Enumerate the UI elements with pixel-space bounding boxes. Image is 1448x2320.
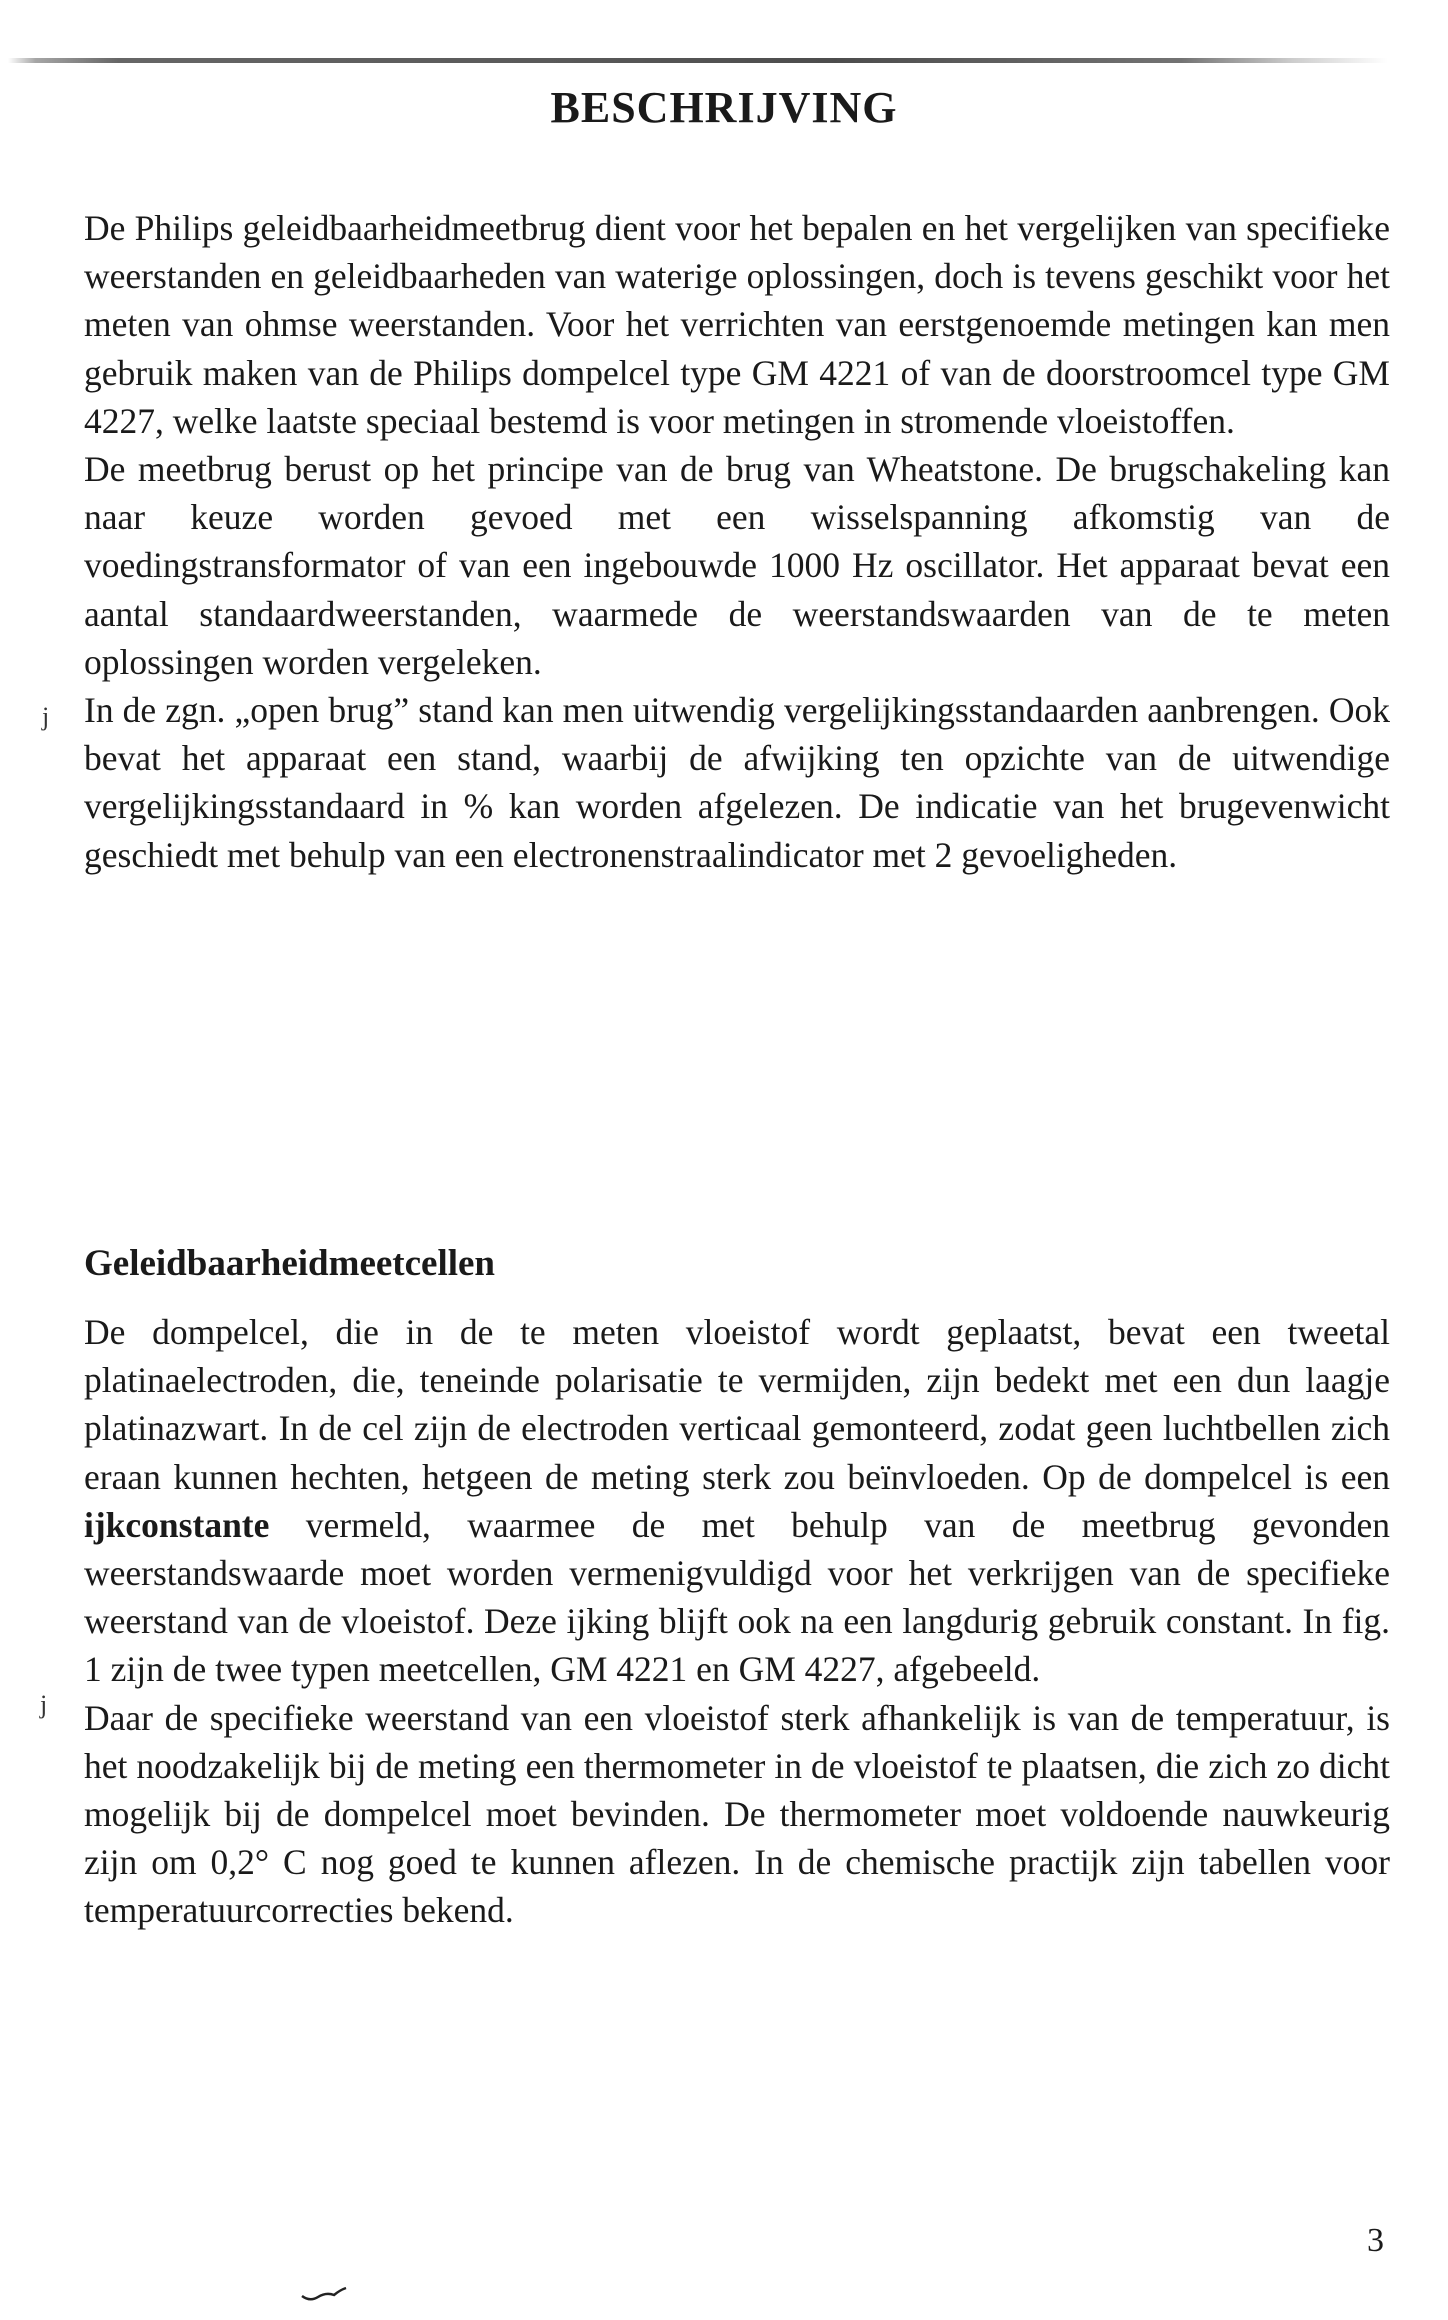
margin-mark: j [42, 702, 50, 731]
page-title: BESCHRIJVING [550, 83, 898, 132]
intro-paragraph-1: De Philips geleidbaarheidmeetbrug dient voor het bepalen en het vergelijken van specifieke weerstanden en geleidbaarheden van waterige oplossingen, doch is tevens geschikt voor het meten van ohmse weerstanden. Voor het verrichten van eerstgenoemde metingen kan men gebruik maken van de Philips dompelcel type GM 4221 of van de doorstroomcel type GM 4227, welke laatste speciaal bestemd is voor metingen in stromende vloeistoffen. [84, 208, 1390, 441]
intro-paragraph-3: In de zgn. „open brug” stand kan men uitwendig vergelijkingsstandaarden aanbrengen. Ook bevat het apparaat een stand, waarbij de afwijking ten opzichte van de uitwendige vergelijkingsstandaard in % kan worden afgelezen. De indicatie van het brugevenwicht geschiedt met behulp van een electronenstraalindicator met 2 gevoeligheden. [84, 690, 1390, 875]
intro-text-block [84, 204, 1390, 879]
section-paragraph-1-text-before: De dompelcel, die in de te meten vloeistof wordt geplaatst, bevat een tweetal platinaelectroden, die, teneinde polarisatie te vermijden, zijn bedekt met een dun laagje platinazwart. In de cel zijn de electroden verticaal gemonteerd, zodat geen luchtbellen zich eraan kunnen hechten, hetgeen de meting sterk zou beïnvloeden. Op de dompelcel is een [84, 1312, 1390, 1497]
section-heading: Geleidbaarheidmeetcellen [84, 1243, 496, 1284]
intro-paragraph-2: De meetbrug berust op het principe van de brug van Wheatstone. De brugschakeling kan naar keuze worden gevoed met een wisselspanning afkomstig van de voedingstransformator of van een ingebouwde 1000 Hz oscillator. Het apparaat bevat een aantal standaardweerstanden, waarmede de weerstandswaarden van de te meten oplossingen worden vergeleken. [84, 449, 1390, 682]
ink-mark-icon [300, 2286, 348, 2304]
section-paragraph-1 [84, 1308, 1390, 1694]
keyword-ijkconstante: ijkconstante [84, 1504, 270, 1545]
page-number: 3 [1367, 2222, 1384, 2259]
section-paragraph-2: Daar de specifieke weerstand van een vloeistof sterk afhankelijk is van de temperatuur, is het noodzakelijk bij de meting een thermometer in de vloeistof te plaatsen, die zich zo dicht mogelijk bij de dompelcel moet bevinden. De thermometer moet voldoende nauwkeurig zijn om 0,2° C nog goed te kunnen aflezen. In de chemische practijk zijn tabellen voor temperatuurcorrecties bekend. [84, 1697, 1390, 1931]
section-paragraph-1-text-after: vermeld, waarmee de met behulp van de meetbrug gevonden weerstandswaarde moet worden vermenigvuldigd voor het verkrijgen van de specifieke weerstand van de vloeistof. Deze ijking blijft ook na een langdurig gebruik constant. In fig. 1 zijn de twee typen meetcellen, GM 4221 en GM 4227, afgebeeld. [84, 1504, 1390, 1690]
margin-mark: j [40, 1690, 48, 1719]
section-text-block [84, 1308, 1390, 1935]
top-rule [8, 58, 1388, 63]
